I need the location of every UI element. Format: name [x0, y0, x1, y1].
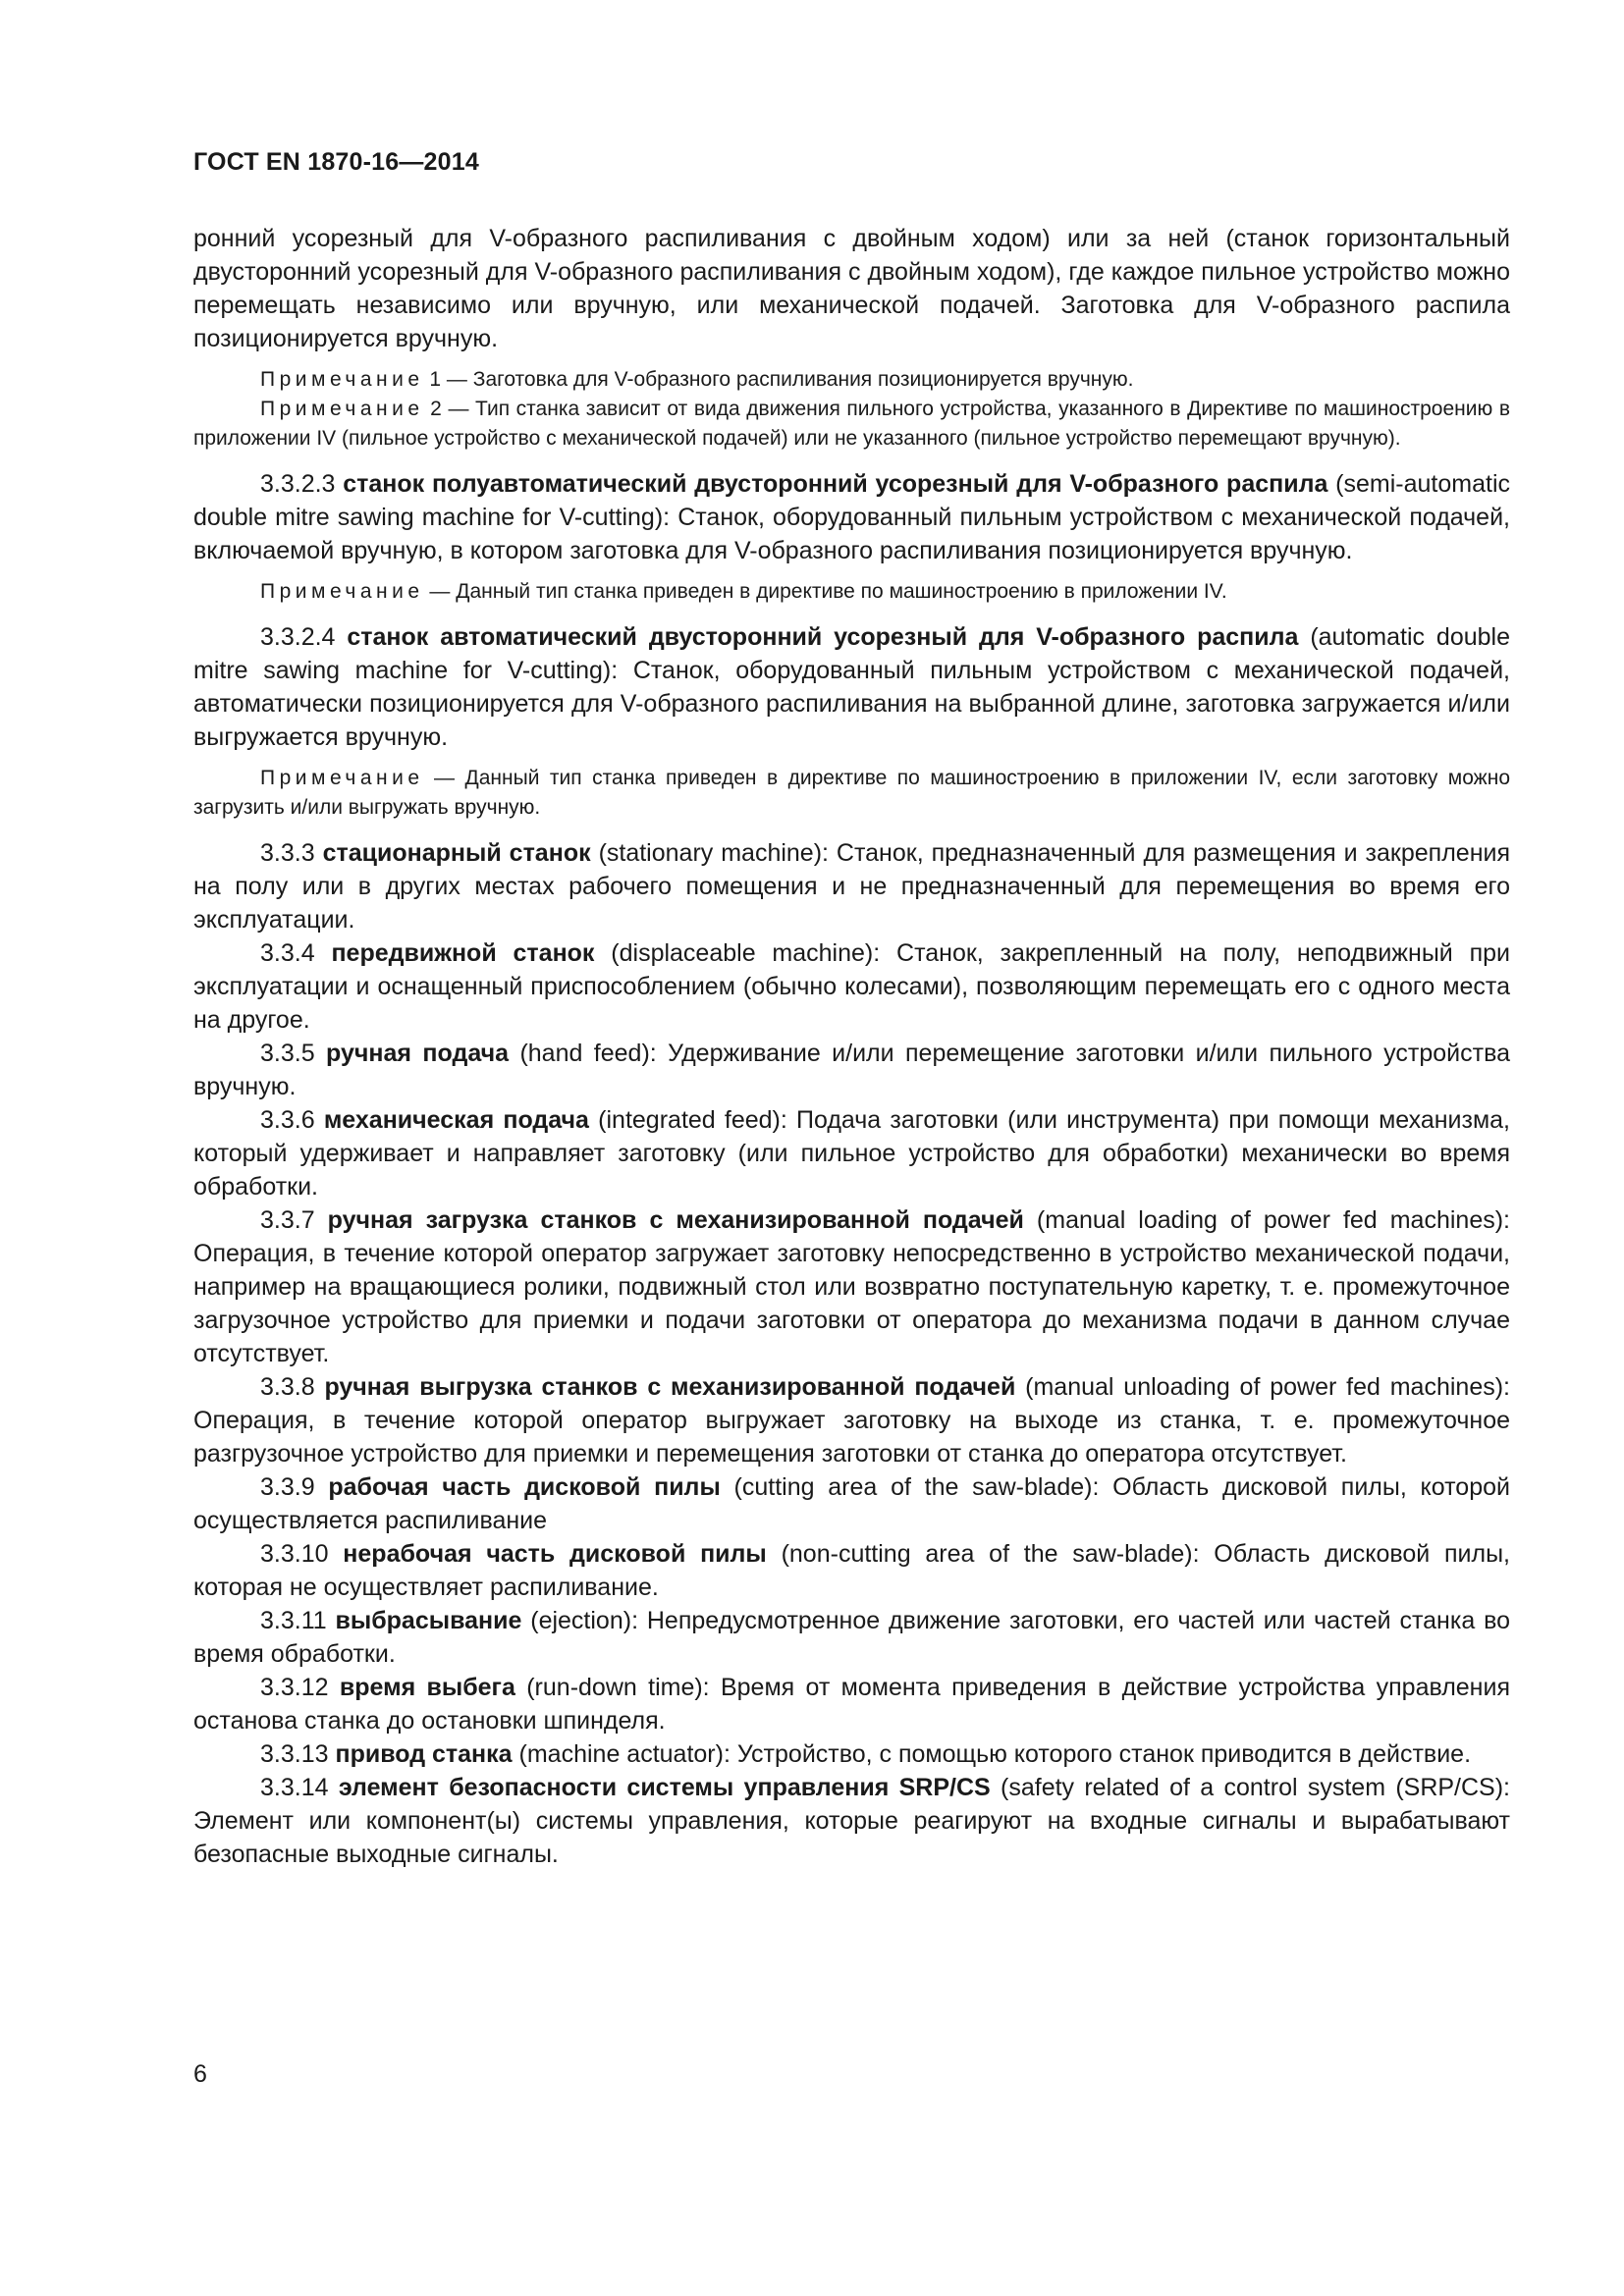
definition-3-3-4: 3.3.4 передвижной станок (displaceable machine): Станок, закрепленный на полу, неподвижный при эксплуатации и оснащенный приспособлением (обычно колесами), позволяющим перемещать его с одного места на другое.: [193, 939, 1510, 1034]
term: элемент безопасности системы управления SRP/CS: [338, 1774, 991, 1801]
page-number: 6: [193, 2060, 207, 2088]
note-3-3-2-3: Примечание — Данный тип станка приведен в директиве по машиностроению в приложении IV.: [260, 580, 1227, 603]
term: стационарный станок: [322, 839, 591, 867]
definition-3-3-2-3: 3.3.2.3 станок полуавтоматический двусторонний усорезный для V-образного распила (semi-automatic double mitre sawing machine for V-cutting): Станок, оборудованный пильным устройством с механической подачей, включаемой вручную, в котором заготовка для V-образного распиливания позиционируется вручную.: [193, 470, 1510, 564]
definition-3-3-11: 3.3.11 выбрасывание (ejection): Непредусмотренное движение заготовки, его частей или частей станка во время обработки.: [193, 1607, 1510, 1668]
definition-3-3-12: 3.3.12 время выбега (run-down time): Время от момента приведения в действие устройства управления останова станка до остановки шпинделя.: [193, 1674, 1510, 1735]
definition-3-3-3: 3.3.3 стационарный станок (stationary machine): Станок, предназначенный для размещения и закрепления на полу или в других местах рабочего помещения и не предназначенный для перемещения во время его эксплуатации.: [193, 839, 1510, 934]
term: ручная подача: [326, 1040, 510, 1067]
definition-3-3-13: 3.3.13 привод станка (machine actuator): Устройство, с помощью которого станок приводится в действие.: [260, 1740, 1472, 1768]
intro-paragraph: ронний усорезный для V-образного распиливания с двойным ходом) или за ней (станок горизонтальный двусторонний усорезный для V-образного распиливания с двойным ходом), где каждое пильное устройство можно перемещать независимо или вручную, или механической подачей. Заготовка для V-образного распила позиционируется вручную.: [193, 225, 1510, 352]
note-label: Примечание: [260, 580, 424, 603]
term: рабочая часть дисковой пилы: [328, 1473, 721, 1501]
term: ручная выгрузка станков с механизированной подачей: [324, 1373, 1016, 1401]
term: нерабочая часть дисковой пилы: [343, 1540, 767, 1568]
definition-3-3-6: 3.3.6 механическая подача (integrated feed): Подача заготовки (или инструмента) при помощи механизма, который удерживает и направляет заготовку (или пильное устройство для обработки) механически во время обработки.: [193, 1106, 1511, 1201]
page-content: [193, 222, 1510, 1871]
note-label: Примечание: [260, 767, 424, 789]
term: привод станка: [335, 1740, 513, 1768]
note-1: Примечание 1 — Заготовка для V-образного распиливания позиционируется вручную.: [260, 368, 1134, 391]
term: передвижной станок: [331, 939, 595, 967]
term: выбрасывание: [335, 1607, 522, 1634]
note-2: Примечание 2 — Тип станка зависит от вида движения пильного устройства, указанного в Директиве по машиностроению в приложении IV (пильное устройство с механической подачей) или не указанного (пильное устройство перемещают вручную).: [193, 398, 1510, 450]
term: ручная загрузка станков с механизированной подачей: [327, 1206, 1024, 1234]
term: время выбега: [339, 1674, 515, 1701]
note-3-3-2-4: Примечание — Данный тип станка приведен в директиве по машиностроению в приложении IV, если заготовку можно загрузить и/или выгружать вручную.: [193, 767, 1510, 819]
term: механическая подача: [323, 1106, 589, 1134]
definition-3-3-7: 3.3.7 ручная загрузка станков с механизированной подачей (manual loading of power fed machines): Операция, в течение которой оператор загружает заготовку непосредственно в устройство механической подачи, например на вращающиеся ролики, подвижный стол или возвратно поступательную каретку, т. е. промежуточное загрузочное устройство для приемки и подачи заготовки от оператора до механизма подачи в данном случае отсутствует.: [193, 1206, 1511, 1367]
term: станок автоматический двусторонний усорезный для V-образного распила: [347, 623, 1299, 651]
definition-3-3-10: 3.3.10 нерабочая часть дисковой пилы (non-cutting area of the saw-blade): Область дисковой пилы, которая не осуществляет распиливание.: [193, 1540, 1510, 1601]
term: станок полуавтоматический двусторонний усорезный для V-образного распила: [343, 470, 1328, 498]
definition-3-3-8: 3.3.8 ручная выгрузка станков с механизированной подачей (manual unloading of power fed machines): Операция, в течение которой оператор выгружает заготовку на выходе из станка, т. е. промежуточное разгрузочное устройство для приемки и перемещения заготовки от станка до оператора отсутствует.: [193, 1373, 1510, 1468]
note-label: Примечание: [260, 368, 424, 391]
document-header: ГОСТ EN 1870-16—2014: [193, 148, 479, 176]
definition-3-3-5: 3.3.5 ручная подача (hand feed): Удерживание и/или перемещение заготовки и/или пильного устройства вручную.: [193, 1040, 1510, 1100]
definition-3-3-14: 3.3.14 элемент безопасности системы управления SRP/CS (safety related of a control system (SRP/CS): Элемент или компонент(ы) системы управления, которые реагируют на входные сигналы и вырабатывают безопасные выходные сигналы.: [193, 1774, 1511, 1868]
definition-3-3-2-4: 3.3.2.4 станок автоматический двусторонний усорезный для V-образного распила (automatic double mitre sawing machine for V-cutting): Станок, оборудованный пильным устройством с механической подачей, автоматически позиционируется для V-образного распиливания на выбранной длине, заготовка загружается и/или выгружается вручную.: [193, 623, 1510, 751]
note-label: Примечание: [260, 398, 424, 420]
definition-3-3-9: 3.3.9 рабочая часть дисковой пилы (cutting area of the saw-blade): Область дисковой пилы, которой осуществляется распиливание: [193, 1473, 1510, 1534]
